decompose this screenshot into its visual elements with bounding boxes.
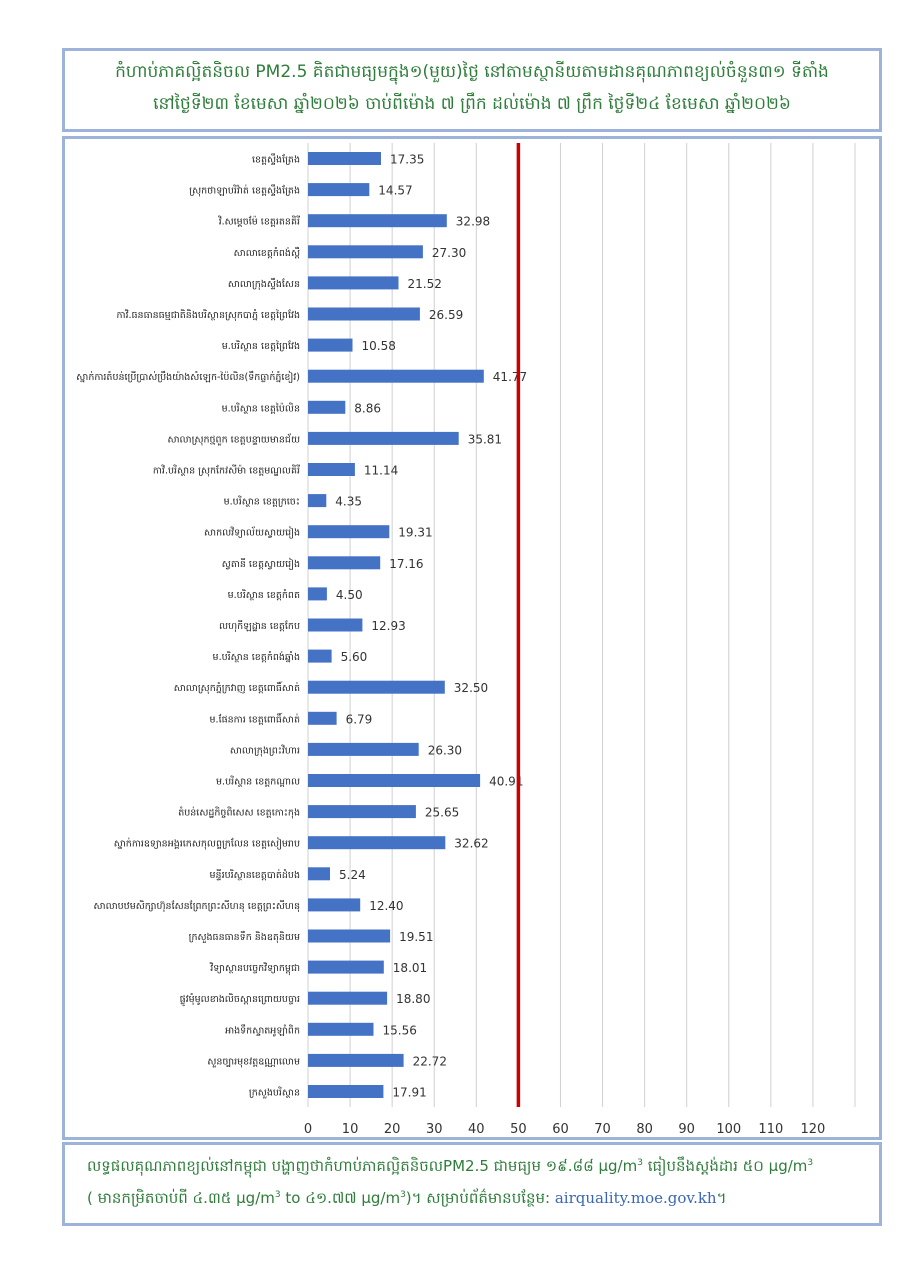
bar (308, 867, 330, 880)
data-label: 8.86 (354, 401, 382, 416)
category-label: វិ.សម្តេចម៉ែ ខេត្តរតនគិរី (218, 216, 300, 228)
category-label: ម.បរិស្ថាន ខេត្តកណ្ដាល (216, 776, 300, 788)
bar (308, 183, 369, 196)
category-label: សាកលវិទ្យាល័យស្វាយរៀង (204, 527, 300, 539)
category-label: កាវិ.បរិស្ថាន ស្រុកកែវសីម៉ា ខេត្តមណ្ឌលគិរី (152, 465, 300, 477)
data-label: 35.81 (467, 432, 503, 447)
bar (308, 805, 416, 818)
bar (308, 463, 355, 476)
category-label: ម.បរិស្ថាន ខេត្តក្រចេះ (223, 496, 300, 508)
summary-box (62, 1142, 882, 1226)
summary-line-1-text: លទ្ធផលគុណភាពខ្យល់នៅកម្ពុជា បង្ហាញថាកំហាប់ភាគល្អិតនិចលPM2.5 ជាមធ្យម ១៩.៨៨ µg/m (87, 1157, 638, 1175)
category-label: ក្រសួងបរិស្ថាន (248, 1087, 300, 1099)
data-label: 26.59 (428, 308, 464, 322)
category-label: ម.បរិស្ថាន ខេត្តកំពង់ឆ្នាំង (212, 652, 300, 664)
category-label: សាលាបឋមសិក្សាហ៊ុនសែនព្រែកព្រះសីហនុ ខេត្តព្រះសីហនុ (93, 900, 300, 912)
chart-panel (62, 136, 882, 1140)
category-label: សាលាក្រុងព្រះវិហារ (229, 745, 300, 757)
bar (308, 1085, 383, 1098)
bar (308, 556, 380, 569)
summary-line-1 (87, 1157, 869, 1179)
data-label: 4.50 (335, 587, 363, 602)
category-label: ម.បរិស្ថាន ខេត្តប៉ៃលិន (221, 403, 300, 415)
x-tick-label: 0 (303, 1122, 313, 1137)
x-tick-label: 50 (510, 1122, 527, 1137)
bar (308, 992, 387, 1005)
summary-line-2-range: ( មានកម្រិតចាប់ពី ៤.៣៥ µg/m (87, 1189, 275, 1207)
category-label: ខេត្តស្ទឹងត្រែង (251, 154, 300, 166)
x-tick-label: 40 (468, 1122, 485, 1137)
data-label: 5.60 (340, 650, 368, 665)
data-label: 18.01 (392, 961, 428, 976)
bar (308, 494, 326, 507)
bar (308, 774, 480, 787)
category-label: វិទ្យាស្ថានបច្ចេកវិទ្យាកម្ពុជា (210, 963, 300, 975)
website-link[interactable]: airquality.moe.gov.kh (554, 1189, 717, 1207)
bar (308, 743, 419, 756)
data-label: 40.91 (489, 774, 524, 789)
data-label: 26.30 (427, 743, 463, 758)
category-label: ម.ផែនការ ខេត្តពោធិ៍សាត់ (209, 714, 300, 726)
unit-superscript: 3 (807, 1158, 814, 1168)
x-tick-label: 90 (678, 1122, 695, 1137)
summary-line-2-more-info: )។ សម្រាប់ព័ត៌មានបន្ថែម: (405, 1189, 555, 1207)
bar (308, 432, 459, 445)
category-label: សួនច្បារមុខវត្តឧណ្ណាលោម (207, 1056, 300, 1068)
category-label: អាងទឹកស្ទាតអូឡាំពិក (225, 1025, 300, 1037)
data-label: 10.58 (361, 339, 396, 354)
bar (308, 836, 445, 849)
data-label: 15.56 (382, 1023, 417, 1038)
bar (308, 619, 362, 632)
chart-title-line-1: កំហាប់ភាគល្អិតនិចល PM2.5 គិតជាមធ្យមក្នុង១(មួយ)ថ្ងៃ នៅតាមស្ថានីយតាមដានគុណភាពខ្យល់ចំនួន៣១ ទីតាំង (115, 62, 829, 82)
bar (308, 681, 445, 694)
category-label: ផ្លូវមុំមូលខាងលិចស្ពានព្រោយបច្ចារ (179, 994, 300, 1006)
data-label: 12.93 (371, 619, 406, 633)
x-tick-label: 20 (383, 1122, 401, 1137)
x-tick-label: 60 (552, 1122, 569, 1137)
data-label: 17.16 (389, 556, 424, 571)
data-label: 27.30 (431, 245, 467, 260)
chart-title-line-2: នៅថ្ងៃទី២៣ ខែមេសា ឆ្នាំ២០២៦ ចាប់ពីម៉ោង ៧ ព្រឹក ដល់ម៉ោង ៧ ព្រឹក ថ្ងៃទី២៤ ខែមេសា ឆ្នាំ២០២៦ (153, 94, 791, 114)
data-label: 32.62 (454, 836, 489, 851)
bar (308, 214, 447, 227)
data-label: 6.79 (345, 712, 373, 727)
bar (308, 1054, 404, 1067)
bar (308, 930, 390, 943)
category-label: ក្រសួងធនធានទឹក និងឧតុនិយម (188, 932, 300, 943)
bar (308, 961, 384, 974)
bar (308, 308, 420, 321)
category-label: មន្ទីរបរិស្ថានខេត្តបាត់ដំបង (209, 869, 300, 881)
data-label: 19.31 (398, 525, 433, 540)
category-label: សាលាស្រុកថ្មពួក ខេត្តបន្ទាយមានជ័យ (167, 434, 300, 446)
category-label: ម.បរិស្ថាន ខេត្តកំពត (227, 589, 300, 601)
category-label: សាលាស្រុកភ្នំក្រវាញ ខេត្តពោធិ៍សាត់ (173, 683, 300, 695)
x-tick-label: 80 (636, 1122, 653, 1137)
data-label: 18.80 (396, 992, 431, 1007)
summary-line-2-end: ។ (716, 1189, 727, 1207)
data-label: 5.24 (339, 867, 366, 882)
category-label: តំបន់សេដ្ឋកិច្ចពិសេស ខេត្តកោះកុង (178, 807, 300, 819)
bar (308, 401, 345, 414)
summary-line-2 (87, 1189, 869, 1211)
bar (308, 339, 353, 352)
bar (308, 370, 484, 383)
bar (308, 245, 423, 258)
bar (308, 152, 381, 165)
data-label: 41.77 (492, 370, 528, 385)
bar (308, 712, 337, 725)
category-label: ស្រុកថាឡាបរិវ៉ាត់ ខេត្តស្ទឹងត្រែង (189, 185, 300, 197)
category-label: កាវិ.ធនធានធម្មជាតិនិងបរិស្ថានស្រុកបាភ្នំ ខេត្តព្រៃវែង (116, 310, 300, 321)
data-label: 21.52 (407, 276, 442, 291)
bar (308, 525, 389, 538)
unit-superscript: 3 (274, 1190, 281, 1200)
category-label: លហុកីឡដ្ឋាន ខេត្តកែប (219, 621, 300, 632)
data-label: 19.51 (399, 930, 434, 944)
data-label: 32.98 (455, 214, 491, 229)
x-tick-label: 70 (594, 1122, 611, 1137)
x-tick-label: 10 (341, 1122, 359, 1137)
bar (308, 276, 399, 289)
bar (308, 650, 332, 663)
unit-superscript: 3 (637, 1158, 643, 1168)
category-label: ស្នាក់ការឧទ្យានអង្គរកេសកុលព្ទក្រលែន ខេត្តសៀមរាប (113, 838, 300, 850)
data-label: 17.91 (392, 1085, 427, 1100)
data-label: 17.35 (390, 152, 425, 167)
category-label: សាលាក្រុងស្ទឹងសែន (227, 278, 300, 290)
x-tick-label: 100 (716, 1122, 742, 1137)
data-label: 32.50 (453, 681, 489, 696)
data-label: 14.57 (378, 183, 413, 198)
data-label: 22.72 (412, 1054, 447, 1069)
summary-line-2-range-max: to ៤១.៧៧ µg/m (280, 1189, 401, 1207)
category-label: ស្វតានី ខេត្តស្វាយរៀង (221, 558, 300, 570)
chart-title-box (62, 48, 882, 132)
summary-line-1-standard: ធៀបនឹងស្តង់ដារ ៥០ µg/m (642, 1157, 808, 1175)
data-label: 25.65 (424, 805, 460, 820)
x-tick-label: 110 (758, 1122, 784, 1137)
category-label: ស្នាក់ការតំបន់ប្រើប្រាស់ប្រឹងយ៉ាងសំឡេក-ប៉ៃលិន(ទឹកធ្លាក់ភ្នំខៀវ) (76, 372, 300, 384)
x-tick-label: 120 (800, 1122, 826, 1137)
bar (308, 898, 360, 911)
bar (308, 1023, 374, 1036)
category-label: សាលាខេត្តកំពង់ស្ពឺ (233, 247, 300, 259)
data-label: 12.40 (369, 898, 404, 913)
unit-superscript: 3 (400, 1190, 406, 1200)
data-label: 11.14 (363, 463, 399, 478)
bar-chart (65, 139, 879, 1137)
category-label: ម.បរិស្ថាន ខេត្តព្រៃវែង (221, 341, 300, 353)
x-tick-label: 30 (425, 1122, 443, 1137)
bar (308, 587, 327, 600)
data-label: 4.35 (335, 494, 363, 509)
